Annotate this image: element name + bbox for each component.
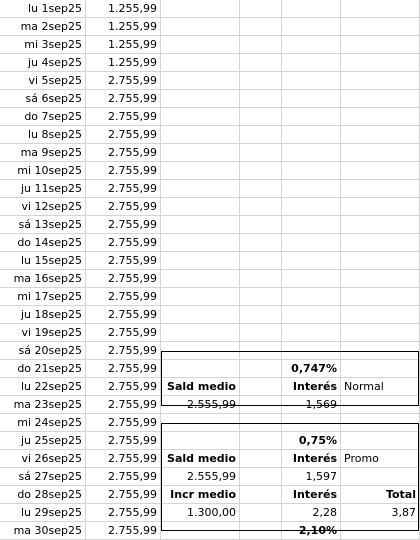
empty-cell[interactable]	[341, 0, 420, 18]
date-cell[interactable]: sá 13sep25	[0, 216, 86, 234]
calc-cell[interactable]: 1,597	[282, 468, 341, 486]
empty-cell[interactable]	[341, 198, 420, 216]
empty-cell[interactable]	[161, 108, 240, 126]
empty-cell[interactable]	[240, 396, 282, 414]
table-row	[0, 450, 420, 468]
balance-cell[interactable]: 2.755,99	[86, 252, 161, 270]
empty-cell[interactable]	[282, 36, 341, 54]
empty-cell[interactable]	[161, 162, 240, 180]
empty-cell[interactable]	[341, 396, 420, 414]
empty-cell[interactable]	[282, 162, 341, 180]
table-row	[0, 396, 420, 414]
empty-cell[interactable]	[240, 468, 282, 486]
empty-cell[interactable]	[161, 90, 240, 108]
empty-cell[interactable]	[282, 0, 341, 18]
calc-cell[interactable]: Promo	[341, 450, 420, 468]
table-row	[0, 90, 420, 108]
table-row	[0, 252, 420, 270]
table-row	[0, 0, 420, 18]
table-row	[0, 360, 420, 378]
empty-cell[interactable]	[282, 126, 341, 144]
balance-cell[interactable]: 2.755,99	[86, 450, 161, 468]
empty-cell[interactable]	[282, 414, 341, 432]
empty-cell[interactable]	[282, 54, 341, 72]
empty-cell[interactable]	[240, 324, 282, 342]
date-cell[interactable]: ma 2sep25	[0, 18, 86, 36]
empty-cell[interactable]	[282, 306, 341, 324]
table-row	[0, 162, 420, 180]
calc-cell[interactable]: 2,28	[282, 504, 341, 522]
empty-cell[interactable]	[161, 216, 240, 234]
empty-cell[interactable]	[341, 324, 420, 342]
empty-cell[interactable]	[341, 270, 420, 288]
table-row	[0, 18, 420, 36]
empty-cell[interactable]	[161, 522, 240, 540]
date-cell[interactable]: ma 9sep25	[0, 144, 86, 162]
empty-cell[interactable]	[240, 36, 282, 54]
date-cell[interactable]: mi 10sep25	[0, 162, 86, 180]
date-cell[interactable]: do 7sep25	[0, 108, 86, 126]
table-row	[0, 432, 420, 450]
empty-cell[interactable]	[341, 468, 420, 486]
table-row	[0, 342, 420, 360]
table-row	[0, 234, 420, 252]
balance-cell[interactable]: 2.755,99	[86, 396, 161, 414]
empty-cell[interactable]	[240, 378, 282, 396]
table-row	[0, 522, 420, 540]
balance-cell[interactable]: 2.755,99	[86, 378, 161, 396]
empty-cell[interactable]	[341, 414, 420, 432]
table-row	[0, 144, 420, 162]
empty-cell[interactable]	[240, 414, 282, 432]
empty-cell[interactable]	[341, 216, 420, 234]
empty-cell[interactable]	[161, 72, 240, 90]
balance-cell[interactable]: 2.755,99	[86, 234, 161, 252]
empty-cell[interactable]	[161, 324, 240, 342]
date-cell[interactable]: ju 11sep25	[0, 180, 86, 198]
empty-cell[interactable]	[161, 54, 240, 72]
calc-cell[interactable]: 2.555,99	[161, 396, 240, 414]
empty-cell[interactable]	[282, 288, 341, 306]
empty-cell[interactable]	[240, 162, 282, 180]
empty-cell[interactable]	[240, 234, 282, 252]
empty-cell[interactable]	[341, 72, 420, 90]
date-cell[interactable]: sá 27sep25	[0, 468, 86, 486]
table-row	[0, 198, 420, 216]
empty-cell[interactable]	[341, 432, 420, 450]
empty-cell[interactable]	[282, 108, 341, 126]
calc-cell[interactable]: 2,10%	[282, 522, 341, 540]
empty-cell[interactable]	[161, 18, 240, 36]
balance-cell[interactable]: 1.255,99	[86, 0, 161, 18]
empty-cell[interactable]	[161, 180, 240, 198]
empty-cell[interactable]	[240, 360, 282, 378]
calc-cell[interactable]: Interés	[282, 378, 341, 396]
date-cell[interactable]: do 14sep25	[0, 234, 86, 252]
empty-cell[interactable]	[240, 144, 282, 162]
empty-cell[interactable]	[240, 216, 282, 234]
empty-cell[interactable]	[161, 414, 240, 432]
date-cell[interactable]: lu 22sep25	[0, 378, 86, 396]
empty-cell[interactable]	[240, 252, 282, 270]
balance-cell[interactable]: 2.755,99	[86, 216, 161, 234]
empty-cell[interactable]	[240, 450, 282, 468]
empty-cell[interactable]	[240, 504, 282, 522]
empty-cell[interactable]	[161, 342, 240, 360]
empty-cell[interactable]	[282, 144, 341, 162]
empty-cell[interactable]	[282, 342, 341, 360]
date-cell[interactable]: ju 25sep25	[0, 432, 86, 450]
table-row	[0, 414, 420, 432]
date-cell[interactable]: ma 23sep25	[0, 396, 86, 414]
date-cell[interactable]: mi 17sep25	[0, 288, 86, 306]
table-row	[0, 486, 420, 504]
calc-cell[interactable]: 1.300,00	[161, 504, 240, 522]
balance-cell[interactable]: 2.755,99	[86, 522, 161, 540]
date-cell[interactable]: ju 4sep25	[0, 54, 86, 72]
balance-cell[interactable]: 2.755,99	[86, 288, 161, 306]
empty-cell[interactable]	[282, 198, 341, 216]
balance-cell[interactable]: 2.755,99	[86, 198, 161, 216]
empty-cell[interactable]	[240, 306, 282, 324]
calc-cell[interactable]: Normal	[341, 378, 420, 396]
empty-cell[interactable]	[240, 126, 282, 144]
date-cell[interactable]: do 21sep25	[0, 360, 86, 378]
table-row	[0, 36, 420, 54]
balance-cell[interactable]: 2.755,99	[86, 72, 161, 90]
table-row	[0, 72, 420, 90]
balance-cell[interactable]: 2.755,99	[86, 162, 161, 180]
balance-cell[interactable]: 2.755,99	[86, 432, 161, 450]
date-cell[interactable]: do 28sep25	[0, 486, 86, 504]
empty-cell[interactable]	[282, 180, 341, 198]
empty-cell[interactable]	[282, 252, 341, 270]
calc-cell[interactable]: 0,747%	[282, 360, 341, 378]
balance-cell[interactable]: 2.755,99	[86, 324, 161, 342]
table-row	[0, 288, 420, 306]
empty-cell[interactable]	[161, 198, 240, 216]
table-row	[0, 54, 420, 72]
empty-cell[interactable]	[240, 270, 282, 288]
empty-cell[interactable]	[240, 180, 282, 198]
date-cell[interactable]: sá 6sep25	[0, 90, 86, 108]
empty-cell[interactable]	[341, 342, 420, 360]
balance-cell[interactable]: 1.255,99	[86, 18, 161, 36]
empty-cell[interactable]	[240, 0, 282, 18]
balance-cell[interactable]: 2.755,99	[86, 414, 161, 432]
empty-cell[interactable]	[161, 144, 240, 162]
calc-cell[interactable]: Interés	[282, 450, 341, 468]
date-cell[interactable]: lu 15sep25	[0, 252, 86, 270]
date-cell[interactable]: vi 5sep25	[0, 72, 86, 90]
empty-cell[interactable]	[341, 360, 420, 378]
table-row	[0, 504, 420, 522]
empty-cell[interactable]	[161, 306, 240, 324]
empty-cell[interactable]	[161, 288, 240, 306]
balance-cell[interactable]: 2.755,99	[86, 90, 161, 108]
empty-cell[interactable]	[240, 90, 282, 108]
calc-cell[interactable]: 0,75%	[282, 432, 341, 450]
balance-cell[interactable]: 2.755,99	[86, 468, 161, 486]
empty-cell[interactable]	[282, 90, 341, 108]
date-cell[interactable]: vi 26sep25	[0, 450, 86, 468]
balance-cell[interactable]: 2.755,99	[86, 108, 161, 126]
calc-cell[interactable]: Sald medio	[161, 450, 240, 468]
calc-cell[interactable]: Incr medio	[161, 486, 240, 504]
balance-cell[interactable]: 2.755,99	[86, 144, 161, 162]
empty-cell[interactable]	[341, 522, 420, 540]
calc-cell[interactable]: Sald medio	[161, 378, 240, 396]
calc-cell[interactable]: Total	[341, 486, 420, 504]
empty-cell[interactable]	[341, 126, 420, 144]
empty-cell[interactable]	[240, 342, 282, 360]
empty-cell[interactable]	[240, 18, 282, 36]
calc-cell[interactable]: 2.555,99	[161, 468, 240, 486]
date-cell[interactable]: mi 24sep25	[0, 414, 86, 432]
balance-cell[interactable]: 1.255,99	[86, 54, 161, 72]
date-cell[interactable]: sá 20sep25	[0, 342, 86, 360]
table-row	[0, 378, 420, 396]
date-cell[interactable]: lu 29sep25	[0, 504, 86, 522]
empty-cell[interactable]	[240, 54, 282, 72]
date-cell[interactable]: ma 16sep25	[0, 270, 86, 288]
empty-cell[interactable]	[282, 234, 341, 252]
balance-cell[interactable]: 2.755,99	[86, 306, 161, 324]
calc-cell[interactable]: 1,569	[282, 396, 341, 414]
empty-cell[interactable]	[341, 18, 420, 36]
empty-cell[interactable]	[161, 252, 240, 270]
empty-cell[interactable]	[282, 18, 341, 36]
balance-cell[interactable]: 2.755,99	[86, 342, 161, 360]
calc-cell[interactable]: 3,87	[341, 504, 420, 522]
empty-cell[interactable]	[282, 324, 341, 342]
table-row	[0, 126, 420, 144]
empty-cell[interactable]	[161, 234, 240, 252]
balance-cell[interactable]: 1.255,99	[86, 36, 161, 54]
empty-cell[interactable]	[341, 288, 420, 306]
empty-cell[interactable]	[341, 234, 420, 252]
date-cell[interactable]: mi 3sep25	[0, 36, 86, 54]
empty-cell[interactable]	[341, 144, 420, 162]
empty-cell[interactable]	[161, 36, 240, 54]
table-row	[0, 216, 420, 234]
empty-cell[interactable]	[282, 270, 341, 288]
empty-cell[interactable]	[240, 72, 282, 90]
empty-cell[interactable]	[341, 162, 420, 180]
empty-cell[interactable]	[240, 198, 282, 216]
date-cell[interactable]: lu 8sep25	[0, 126, 86, 144]
empty-cell[interactable]	[161, 360, 240, 378]
empty-cell[interactable]	[240, 108, 282, 126]
date-cell[interactable]: lu 1sep25	[0, 0, 86, 18]
balance-cell[interactable]: 2.755,99	[86, 126, 161, 144]
table-row	[0, 306, 420, 324]
empty-cell[interactable]	[341, 90, 420, 108]
date-cell[interactable]: vi 19sep25	[0, 324, 86, 342]
empty-cell[interactable]	[161, 126, 240, 144]
empty-cell[interactable]	[161, 0, 240, 18]
empty-cell[interactable]	[240, 288, 282, 306]
date-cell[interactable]: vi 12sep25	[0, 198, 86, 216]
empty-cell[interactable]	[240, 522, 282, 540]
empty-cell[interactable]	[341, 252, 420, 270]
date-cell[interactable]: ma 30sep25	[0, 522, 86, 540]
empty-cell[interactable]	[161, 270, 240, 288]
balance-cell[interactable]: 2.755,99	[86, 270, 161, 288]
table-row	[0, 324, 420, 342]
table-row	[0, 108, 420, 126]
date-cell[interactable]: ju 18sep25	[0, 306, 86, 324]
empty-cell[interactable]	[161, 432, 240, 450]
empty-cell[interactable]	[341, 306, 420, 324]
empty-cell[interactable]	[341, 180, 420, 198]
empty-cell[interactable]	[341, 36, 420, 54]
table-row	[0, 468, 420, 486]
empty-cell[interactable]	[282, 72, 341, 90]
calc-cell[interactable]: Interés	[282, 486, 341, 504]
empty-cell[interactable]	[240, 432, 282, 450]
empty-cell[interactable]	[341, 54, 420, 72]
empty-cell[interactable]	[240, 486, 282, 504]
table-row	[0, 270, 420, 288]
table-row	[0, 180, 420, 198]
empty-cell[interactable]	[341, 108, 420, 126]
balance-cell[interactable]: 2.755,99	[86, 360, 161, 378]
balance-cell[interactable]: 2.755,99	[86, 486, 161, 504]
empty-cell[interactable]	[282, 216, 341, 234]
balance-cell[interactable]: 2.755,99	[86, 504, 161, 522]
balance-cell[interactable]: 2.755,99	[86, 180, 161, 198]
